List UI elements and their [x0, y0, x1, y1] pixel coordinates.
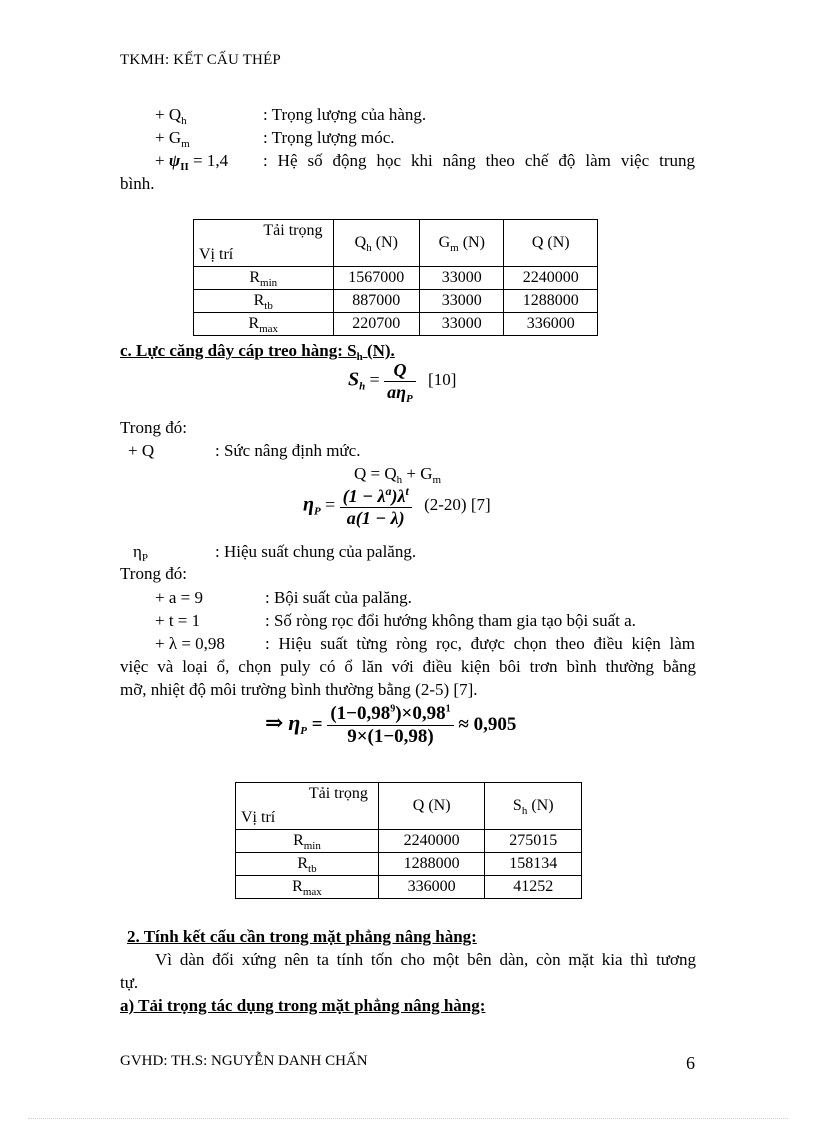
page-header: TKMH: KẾT CẤU THÉP [120, 52, 281, 68]
def-a-symbol: + a = 9 [155, 588, 203, 607]
def-psi-symbol: + $\psi_{II} = 1,4$ [155, 151, 229, 173]
table2-row-label: $R_{max}$ [236, 876, 379, 899]
def-gm-desc: : Trọng lượng móc. [263, 128, 395, 147]
trong-do-2: Trong đó: [120, 564, 187, 583]
para-2-line-2: tự. [120, 973, 139, 992]
table-row [194, 267, 598, 290]
table2-row-label: $R_{min}$ [236, 830, 379, 853]
table1-col-gm: $G_m$ (N) [420, 220, 504, 267]
table1-corner-header: Tải trọng Vị trí [194, 220, 334, 267]
eta-def-symbol: $\eta_P$ [133, 542, 149, 564]
table1-row-label: $R_{min}$ [194, 267, 334, 290]
table-cell: 336000 [504, 313, 598, 336]
table-cell: 2240000 [378, 830, 485, 853]
table-row [194, 313, 598, 336]
load-table-2 [235, 782, 582, 899]
table-row [236, 876, 582, 899]
section-a-title: a) Tải trọng tác dụng trong mặt phẳng nâng hàng: [120, 996, 486, 1015]
table-cell: 275015 [485, 830, 582, 853]
table-cell: 1288000 [378, 853, 485, 876]
def-lambda-symbol: + λ = 0,98 [155, 634, 225, 653]
table-cell: 33000 [420, 290, 504, 313]
table-cell: 336000 [378, 876, 485, 899]
table2-row-label: $R_{tb}$ [236, 853, 379, 876]
table-cell: 220700 [333, 313, 420, 336]
table1-col-qh: $Q_h$ (N) [333, 220, 420, 267]
table-cell: 41252 [485, 876, 582, 899]
def-t-desc: : Số ròng rọc đổi hướng không tham gia tạo bội suất a. [265, 611, 636, 630]
def-lambda-cont-1: việc và loại ổ, chọn puly có ổ lăn với điều kiện bôi trơn bình thường bằng [120, 657, 696, 676]
table-cell: 1567000 [333, 267, 420, 290]
equation-eta-p: $\eta_P$ = $\frac{(1 - \lambda^a)\lambda^t}{a(1 - \lambda)}$ (2-20) [7] [303, 484, 491, 528]
table-cell: 887000 [333, 290, 420, 313]
def-qh-symbol: + $Q_h$ [155, 105, 187, 127]
table-cell: 33000 [420, 313, 504, 336]
table-cell: 2240000 [504, 267, 598, 290]
table1-row-label: $R_{max}$ [194, 313, 334, 336]
eta-def-desc: : Hiệu suất chung của palăng. [215, 542, 417, 561]
q-equation: $Q = Q_h + G_m$ [354, 464, 442, 486]
table2-col-sh: $S_h$ (N) [485, 783, 582, 830]
table1-col-q: Q (N) [504, 220, 598, 267]
table1-row-label: $R_{tb}$ [194, 290, 334, 313]
equation-eta-result: ⇒ $\eta_P$ = $\frac{(1-0,98^9)\times 0,98^1}{9\times(1-0,98)}$ ≈ 0,905 [265, 703, 517, 747]
section-2-title: 2. Tính kết cấu cần trong mặt phẳng nâng hàng: [127, 927, 477, 946]
page-bottom-divider [28, 1118, 788, 1119]
footer-supervisor: GVHD: TH.S: NGUYỄN DANH CHẤN [120, 1053, 368, 1069]
def-qh-desc: : Trọng lượng của hàng. [263, 105, 427, 124]
trong-do-1: Trong đó: [120, 418, 187, 437]
def-psi-desc-cont: bình. [120, 174, 155, 193]
load-table-1 [193, 219, 598, 336]
equation-sh: $S_h$ = $\frac{Q}{a\eta_P}$ [10] [348, 360, 457, 405]
q-def-desc: : Sức nâng định mức. [215, 441, 361, 460]
def-lambda-cont-2: mỡ, nhiệt độ môi trường bình thường bằng (2-5) [7]. [120, 680, 478, 699]
para-2-line-1: Vì dàn đối xứng nên ta tính tốn cho một bên dàn, còn mặt kia thì tương [155, 950, 696, 969]
def-gm-symbol: + $G_m$ [155, 128, 190, 150]
table-cell: 158134 [485, 853, 582, 876]
table-row [236, 853, 582, 876]
table-cell: 1288000 [504, 290, 598, 313]
page-number: 6 [686, 1053, 695, 1073]
table2-col-q: Q (N) [378, 783, 485, 830]
table-row [194, 290, 598, 313]
table2-corner-header: Tải trọng Vị trí [236, 783, 379, 830]
section-c-title: c. Lực căng dây cáp treo hàng: $S_h$ (N). [120, 341, 395, 363]
def-lambda-desc: : Hiệu suất từng ròng rọc, được chọn theo điều kiện làm [265, 634, 695, 653]
def-t-symbol: + t = 1 [155, 611, 201, 630]
q-def-symbol: + Q [128, 441, 155, 460]
def-psi-desc: : Hệ số động học khi nâng theo chế độ làm việc trung [263, 151, 695, 170]
def-a-desc: : Bội suất của palăng. [265, 588, 412, 607]
table-row [236, 830, 582, 853]
table-cell: 33000 [420, 267, 504, 290]
